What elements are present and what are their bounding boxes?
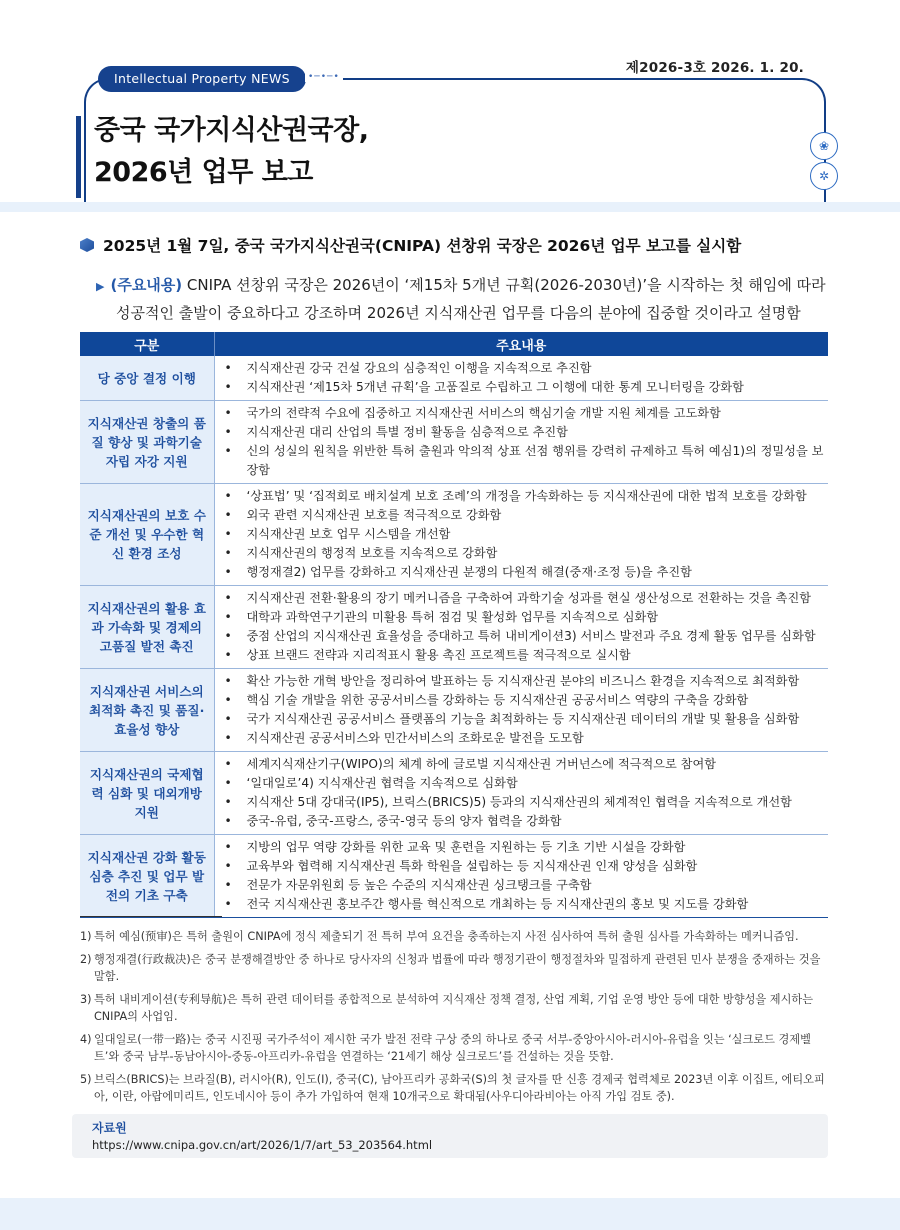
header-divider-band [0, 202, 900, 212]
list-item: • 지식재산권 ‘제15차 5개년 규획’을 고품질로 수립하고 그 이행에 대한 통계 모니터링을 강화함 [223, 378, 825, 397]
title-line-2: 2026년 업무 보고 [94, 157, 313, 188]
list-item: • 전국 지식재산권 홍보주간 행사를 혁신적으로 개최하는 등 지식재산권의 홍보 및 지도를 강화함 [223, 895, 825, 914]
list-item: • ‘상표법’ 및 ‘집적회로 배치설계 보호 조례’의 개정을 가속화하는 등 지식재산권에 대한 법적 보호를 강화함 [223, 487, 825, 506]
list-item: • 국가 지식재산권 공공서비스 플랫폼의 기능을 최적화하는 등 지식재산권 데이터의 개발 및 활용을 심화함 [223, 710, 825, 729]
list-item: • 중점 산업의 지식재산권 효율성을 증대하고 특허 내비게이션3) 서비스 발전과 주요 경제 활동 업무를 심화함 [223, 627, 825, 646]
list-item: • 교육부와 협력해 지식재산권 특화 학원을 설립하는 등 지식재산권 인재 양성을 심화함 [223, 857, 825, 876]
newsletter-tag: Intellectual Property NEWS [98, 66, 306, 92]
column-header-content: 주요내용 [214, 332, 828, 356]
bullet-list [223, 755, 825, 831]
list-item: • 지식재산 5대 강대국(IP5), 브릭스(BRICS)5) 등과의 지식재산권의 체계적인 협력을 지속적으로 개선함 [223, 793, 825, 812]
list-item: • 핵심 기술 개발을 위한 공공서비스를 강화하는 등 지식재산권 공공서비스 역량의 구축을 강화함 [223, 691, 825, 710]
row-items [214, 835, 828, 918]
footnote-number: 1) [80, 930, 92, 943]
footnote-number: 3) [80, 993, 92, 1006]
row-category: 지식재산권의 국제협력 심화 및 대외개방 지원 [80, 752, 214, 835]
table-body [80, 356, 828, 918]
table-header-row [80, 332, 828, 356]
arrow-icon: ▶ [96, 280, 105, 293]
headline-text: 2025년 1월 7일, 중국 국가지식산권국(CNIPA) 션창위 국장은 2026년 업무 보고를 실시함 [103, 237, 742, 255]
footnote-text: 특허 예심(预审)은 특허 출원이 CNIPA에 정식 제출되기 전 특허 부여 요건을 충족하는지 사전 심사하여 특허 출원 심사를 가속화하는 메커니즘임. [94, 930, 799, 943]
bullet-list [223, 404, 825, 480]
headline [80, 234, 741, 256]
footnotes [80, 928, 826, 1111]
row-items [214, 356, 828, 401]
footnote [80, 991, 826, 1025]
row-items [214, 752, 828, 835]
source-label: 자료원 [92, 1121, 127, 1135]
table-row [80, 586, 828, 669]
footnote-text: 브릭스(BRICS)는 브라질(B), 러시아(R), 인도(I), 중국(C), 남아프리카 공화국(S)의 첫 글자를 딴 신흥 경제국 협력체로 2023년 이후 이집트, 에티오피아, 이란, 아랍에미리트, 인도네시아 등이 추가 가입하여 현재 10개국으로 확대됨(사우디아라비아는 아직 가입 검토 중). [94, 1073, 825, 1103]
bullet-list [223, 487, 825, 582]
table-row [80, 835, 828, 918]
footnote [80, 1071, 826, 1105]
source-url[interactable]: https://www.cnipa.gov.cn/art/2026/1/7/art_53_203564.html [92, 1138, 433, 1152]
list-item: • 행정재결2) 업무를 강화하고 지식재산권 분쟁의 다원적 해결(중재·조정 등)을 추진함 [223, 563, 825, 582]
list-item: • 국가의 전략적 수요에 집중하고 지식재산권 서비스의 핵심기술 개발 지원 체계를 고도화함 [223, 404, 825, 423]
list-item: • 지식재산권의 행정적 보호를 지속적으로 강화함 [223, 544, 825, 563]
list-item: • 외국 관련 지식재산권 보호를 적극적으로 강화함 [223, 506, 825, 525]
list-item: • 확산 가능한 개혁 방안을 정리하여 발표하는 등 지식재산권 분야의 비즈니스 환경을 지속적으로 최적화함 [223, 672, 825, 691]
footnote-rule [80, 916, 222, 917]
title-accent-bar [76, 116, 81, 198]
footnote [80, 951, 826, 985]
row-category: 지식재산권 서비스의 최적화 촉진 및 품질·효율성 향상 [80, 669, 214, 752]
table-row [80, 669, 828, 752]
footnote-number: 2) [80, 953, 92, 966]
page-title [94, 110, 368, 194]
gear-icon: ✲ [810, 162, 838, 190]
list-item: • ‘일대일로’4) 지식재산권 협력을 지속적으로 심화함 [223, 774, 825, 793]
table-row [80, 752, 828, 835]
list-item: • 지식재산권 전환·활용의 장기 메커니즘을 구축하여 과학기술 성과를 현실 생산성으로 전환하는 것을 촉진함 [223, 589, 825, 608]
table-row [80, 401, 828, 484]
title-line-1: 중국 국가지식산권국장, [94, 115, 369, 146]
intro-line-1 [96, 272, 836, 300]
cube-bullet-icon [80, 238, 94, 252]
list-item: • 세계지식재산기구(WIPO)의 체계 하에 글로벌 지식재산권 거버넌스에 적극적으로 참여함 [223, 755, 825, 774]
row-category: 지식재산권의 보호 수준 개선 및 우수한 혁신 환경 조성 [80, 484, 214, 586]
footnote [80, 1031, 826, 1065]
list-item: • 전문가 자문위원회 등 높은 수준의 지식재산권 싱크탱크를 구축함 [223, 876, 825, 895]
row-category: 지식재산권 창출의 품질 향상 및 과학기술 자립 자강 지원 [80, 401, 214, 484]
footnote [80, 928, 826, 945]
intro-text-1: CNIPA 션창위 국장은 2026년이 ‘제15차 5개년 규획(2026-2030년)’을 시작하는 첫 해임에 따라 [182, 276, 826, 294]
list-item: • 지식재산권 강국 건설 강요의 심층적인 이행을 지속적으로 추진함 [223, 359, 825, 378]
table-row [80, 484, 828, 586]
issue-number-date: 제2026-3호 2026. 1. 20. [625, 60, 804, 76]
column-header-category: 구분 [80, 332, 214, 356]
row-category: 지식재산권 강화 활동 심층 추진 및 업무 발전의 기초 구축 [80, 835, 214, 918]
bullet-list [223, 672, 825, 748]
page-bottom-band [0, 1198, 900, 1230]
row-category: 지식재산권의 활용 효과 가속화 및 경제의 고품질 발전 촉진 [80, 586, 214, 669]
list-item: • 상표 브랜드 전략과 지리적표시 활용 촉진 프로젝트를 적극적으로 실시함 [223, 646, 825, 665]
list-item: • 중국-유럽, 중국-프랑스, 중국-영국 등의 양자 협력을 강화함 [223, 812, 825, 831]
list-item: • 신의 성실의 원칙을 위반한 특허 출원과 악의적 상표 선점 행위를 강력히 규제하고 특허 예심1)의 정밀성을 보장함 [223, 442, 825, 480]
list-item: • 지방의 업무 역량 강화를 위한 교육 및 훈련을 지원하는 등 기초 기반 시설을 강화함 [223, 838, 825, 857]
agenda-table [80, 332, 828, 918]
leaf-icon: ❀ [810, 132, 838, 160]
row-items [214, 586, 828, 669]
footnote-number: 5) [80, 1073, 92, 1086]
row-items [214, 401, 828, 484]
list-item: • 지식재산권 공공서비스와 민간서비스의 조화로운 발전을 도모함 [223, 729, 825, 748]
bullet-list [223, 589, 825, 665]
list-item: • 지식재산권 대리 산업의 특별 정비 활동을 심층적으로 추진함 [223, 423, 825, 442]
footnote-text: 행정재결(行政裁决)은 중국 분쟁해결방안 중 하나로 당사자의 신청과 법률에 따라 행정기관이 행정절차와 밀접하게 관련된 민사 분쟁을 중재하는 것을 말함. [94, 953, 821, 983]
bullet-list [223, 838, 825, 914]
footnote-text: 특허 내비게이션(专利导航)은 특허 관련 데이터를 종합적으로 분석하여 지식재산 정책 결정, 산업 계획, 기업 운영 방안 등에 대한 방향성을 제시하는 CNIPA의 사업임. [94, 993, 813, 1023]
intro-line-2: 성공적인 출발이 중요하다고 강조하며 2026년 지식재산권 업무를 다음의 분야에 집중할 것이라고 설명함 [116, 304, 801, 322]
row-category: 당 중앙 결정 이행 [80, 356, 214, 401]
table-row [80, 356, 828, 401]
intro-label: (주요내용) [110, 276, 183, 294]
bullet-list [223, 359, 825, 397]
row-items [214, 484, 828, 586]
row-items [214, 669, 828, 752]
intro-paragraph [96, 272, 836, 326]
footnote-number: 4) [80, 1033, 92, 1046]
list-item: • 대학과 과학연구기관의 미활용 특허 점검 및 활성화 업무를 지속적으로 심화함 [223, 608, 825, 627]
source-box [72, 1114, 828, 1158]
list-item: • 지식재산권 보호 업무 시스템을 개선함 [223, 525, 825, 544]
tag-decoration: •─•─• [305, 72, 343, 82]
footnote-text: 일대일로(一带一路)는 중국 시진핑 국가주석이 제시한 국가 발전 전략 구상 중의 하나로 중국 서부-중앙아시아-러시아-유럽을 잇는 ‘실크로드 경제벨트’와 중국 남부-동남아시아-중동-아프리카-유럽을 연결하는 ‘21세기 해상 실크로드’를 건설하는 것을 뜻함. [94, 1033, 811, 1063]
